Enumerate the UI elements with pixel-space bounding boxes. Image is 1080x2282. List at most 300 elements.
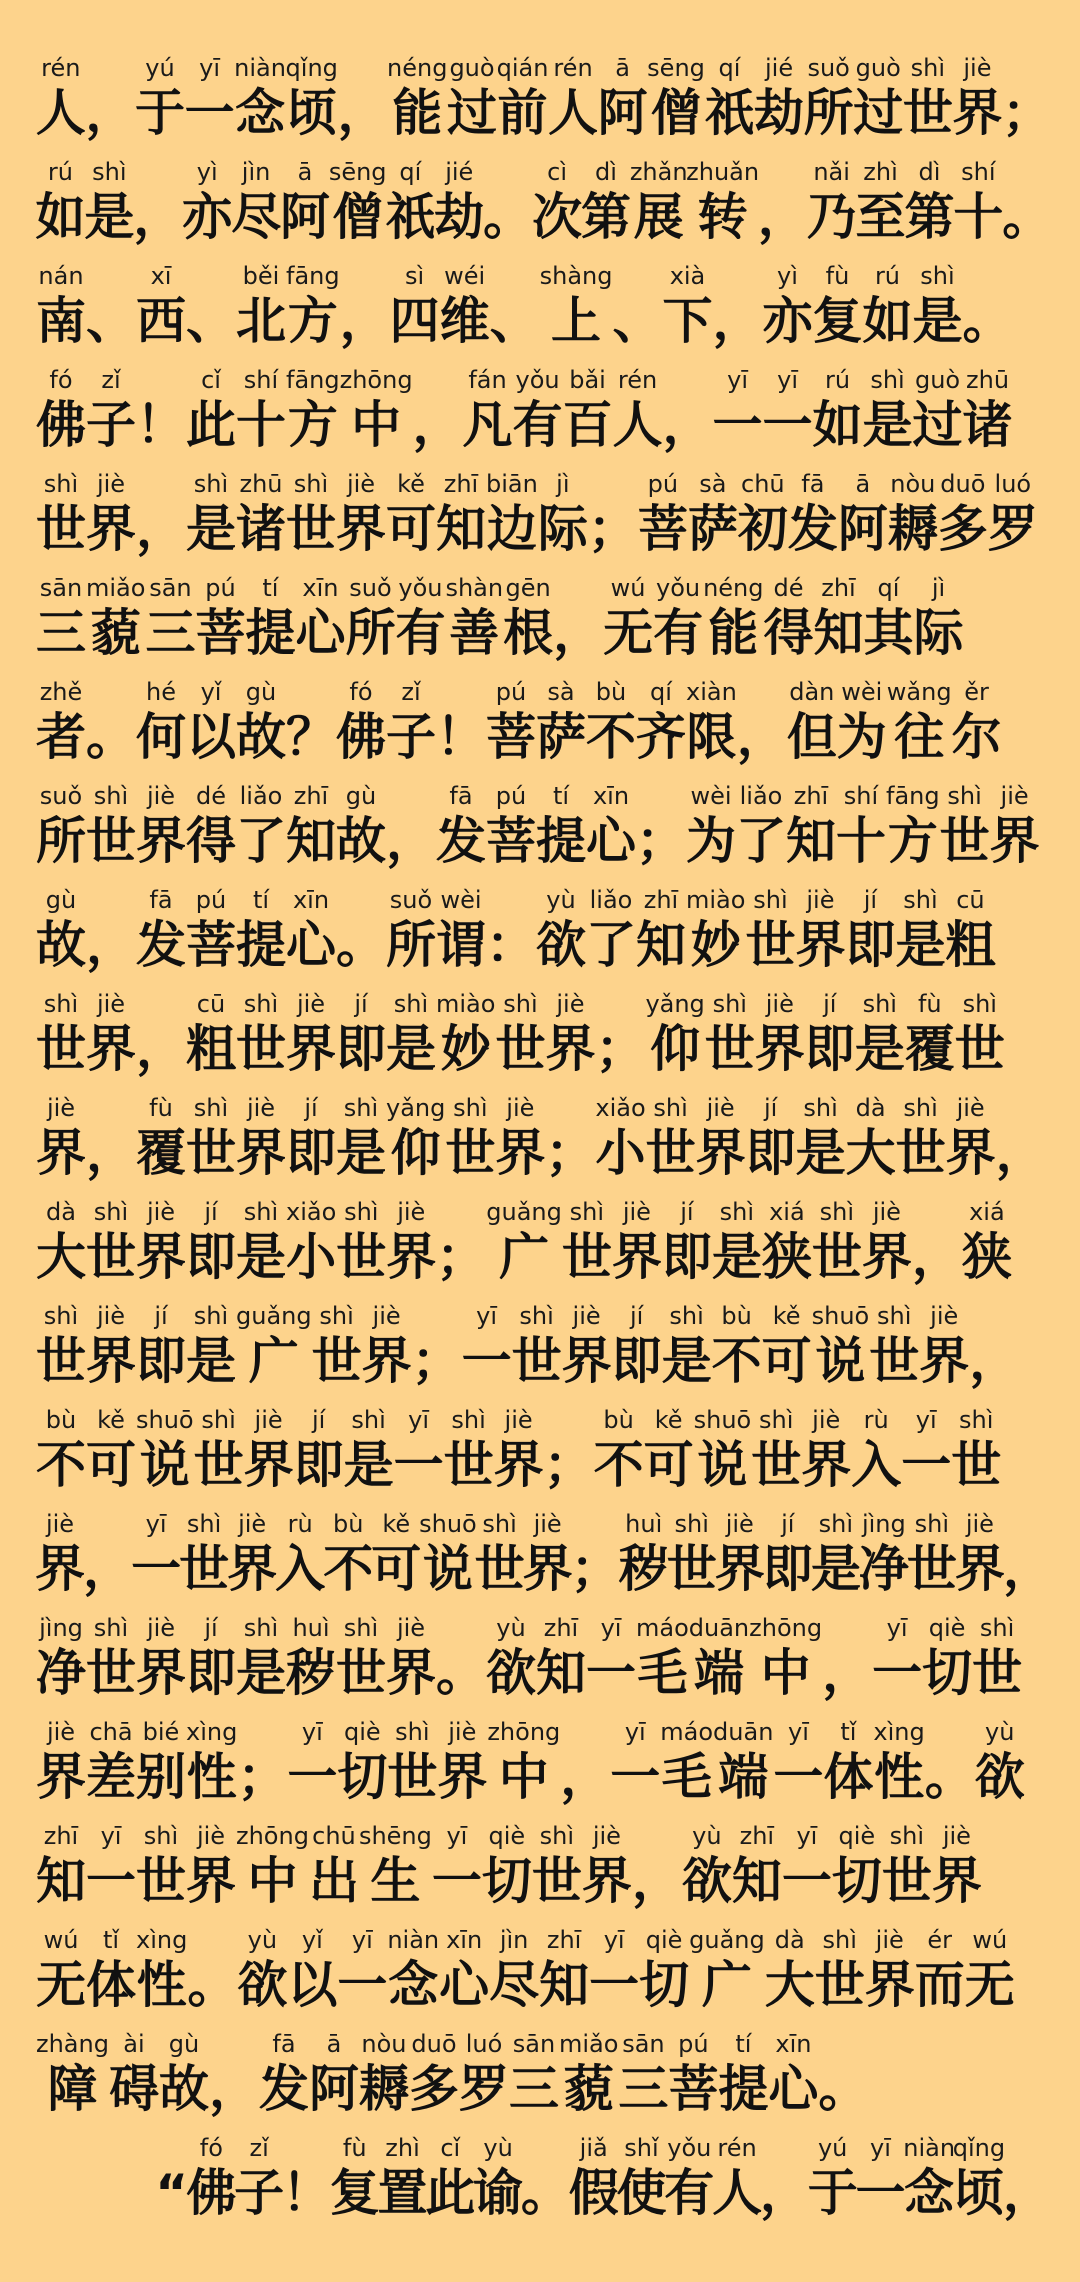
character-with-pinyin bbox=[236, 470, 286, 560]
pinyin-annotation: jiè bbox=[448, 1718, 477, 1746]
chinese-character: 一 bbox=[773, 1748, 824, 1806]
character-with-pinyin bbox=[136, 1926, 187, 2016]
pinyin-annotation: yǐ bbox=[301, 1926, 323, 1954]
chinese-character: 三 bbox=[145, 604, 196, 662]
pinyin-annotation: shí bbox=[843, 782, 879, 810]
chinese-character: 是 bbox=[862, 396, 913, 454]
character-with-pinyin bbox=[589, 1926, 639, 2016]
chinese-character: 世 bbox=[704, 1020, 755, 1078]
pinyin-annotation: jìn bbox=[499, 1926, 529, 1954]
character-with-pinyin bbox=[486, 1614, 536, 1704]
character-with-pinyin bbox=[395, 574, 445, 664]
character-with-pinyin bbox=[286, 782, 336, 872]
chinese-character: 佛 bbox=[186, 2164, 237, 2222]
pinyin-annotation: yī bbox=[624, 1718, 646, 1746]
character-with-pinyin bbox=[536, 782, 586, 872]
chinese-character: 至 bbox=[855, 188, 906, 246]
character-with-pinyin bbox=[379, 2134, 427, 2224]
pinyin-annotation: yǒu bbox=[656, 574, 701, 602]
pinyin-annotation: xiá bbox=[969, 1198, 1005, 1226]
chinese-character: 欲 bbox=[237, 1956, 288, 2014]
pinyin-annotation: jiè bbox=[346, 470, 376, 498]
chinese-character: ， bbox=[995, 1124, 1046, 1182]
character-with-pinyin bbox=[636, 886, 686, 976]
chinese-character: 一 bbox=[431, 1852, 482, 1910]
chinese-character: 、 bbox=[612, 292, 663, 350]
character-with-pinyin bbox=[36, 1406, 86, 1496]
character-with-pinyin bbox=[938, 470, 988, 560]
chinese-character: 世 bbox=[286, 500, 336, 558]
pinyin-annotation: suǒ bbox=[349, 574, 392, 602]
pinyin-annotation: yī bbox=[886, 1614, 908, 1642]
character-with-pinyin bbox=[945, 886, 995, 976]
chinese-character: 世 bbox=[186, 1124, 236, 1182]
chinese-character: 界 bbox=[919, 1332, 970, 1390]
character-with-pinyin bbox=[703, 574, 763, 664]
character-with-pinyin bbox=[536, 1614, 586, 1704]
character-with-pinyin bbox=[236, 782, 286, 872]
character-with-pinyin bbox=[331, 2134, 379, 2224]
chinese-character: 一 bbox=[610, 1748, 661, 1806]
chinese-character: 顷 bbox=[953, 2164, 1004, 2222]
pinyin-annotation: fù bbox=[342, 2134, 367, 2162]
chinese-character: 如 bbox=[862, 292, 913, 350]
chinese-character: 心 bbox=[439, 1956, 490, 2014]
pinyin-annotation: tí bbox=[252, 886, 270, 914]
chinese-character: ； bbox=[411, 1332, 462, 1390]
chinese-character: 阿 bbox=[597, 84, 648, 142]
character-with-pinyin bbox=[954, 158, 1003, 248]
pinyin-annotation: jí bbox=[154, 1302, 168, 1330]
pinyin-annotation: suǒ bbox=[807, 54, 850, 82]
character-with-pinyin bbox=[668, 1510, 716, 1600]
character-with-pinyin bbox=[905, 158, 954, 248]
pinyin-annotation: jiè bbox=[45, 1510, 75, 1538]
character-with-pinyin bbox=[873, 1718, 924, 1808]
chinese-character: 菩 bbox=[486, 812, 536, 870]
pinyin-annotation: liǎo bbox=[239, 782, 283, 810]
character-with-pinyin bbox=[36, 1614, 86, 1704]
chinese-character: 是 bbox=[854, 1020, 905, 1078]
pinyin-annotation: qiè bbox=[645, 1926, 683, 1954]
character-with-pinyin bbox=[186, 262, 236, 352]
pinyin-annotation: shì bbox=[343, 1614, 379, 1642]
pinyin-annotation: zhū bbox=[239, 470, 283, 498]
pinyin-annotation: jí bbox=[304, 1094, 318, 1122]
character-with-pinyin bbox=[234, 54, 285, 144]
character-with-pinyin bbox=[236, 678, 286, 768]
character-with-pinyin bbox=[86, 990, 136, 1080]
character-with-pinyin bbox=[495, 1094, 545, 1184]
character-with-pinyin bbox=[644, 1406, 694, 1496]
chinese-character: 阿 bbox=[837, 500, 888, 558]
character-with-pinyin bbox=[228, 1510, 276, 1600]
character-with-pinyin bbox=[914, 574, 964, 664]
chinese-character: 界 bbox=[801, 1436, 852, 1494]
character-with-pinyin bbox=[86, 678, 136, 768]
chinese-character: 一 bbox=[712, 396, 763, 454]
chinese-character: 界 bbox=[611, 1228, 662, 1286]
character-with-pinyin bbox=[613, 366, 663, 456]
character-with-pinyin bbox=[694, 1406, 752, 1496]
character-with-pinyin bbox=[474, 2134, 522, 2224]
character-with-pinyin bbox=[412, 1302, 462, 1392]
chinese-character: 即 bbox=[336, 1020, 386, 1078]
character-with-pinyin bbox=[244, 1406, 294, 1496]
chinese-character: 中 bbox=[498, 1748, 549, 1806]
chinese-character: 世 bbox=[445, 1124, 496, 1182]
character-with-pinyin bbox=[713, 2134, 761, 2224]
chinese-character: 其 bbox=[863, 604, 914, 662]
chinese-character: 即 bbox=[186, 1228, 236, 1286]
pinyin-annotation: shì bbox=[962, 990, 997, 1018]
pinyin-annotation: shàn bbox=[445, 574, 504, 602]
pinyin-annotation: jiè bbox=[533, 1510, 562, 1538]
character-with-pinyin bbox=[36, 782, 86, 872]
chinese-character: 入 bbox=[851, 1436, 902, 1494]
pinyin-annotation: qiè bbox=[343, 1718, 381, 1746]
character-with-pinyin bbox=[336, 990, 386, 1080]
chinese-character: 西 bbox=[136, 292, 186, 350]
character-with-pinyin bbox=[36, 1926, 86, 2016]
chinese-character: 藐 bbox=[90, 604, 141, 662]
chinese-character: 世 bbox=[86, 1644, 136, 1702]
character-with-pinyin bbox=[688, 470, 738, 560]
character-with-pinyin bbox=[386, 782, 436, 872]
character-with-pinyin bbox=[913, 366, 963, 456]
pinyin-annotation: shì bbox=[870, 366, 905, 394]
character-with-pinyin bbox=[922, 1614, 972, 1704]
pinyin-annotation: duān bbox=[688, 1614, 750, 1642]
chinese-character: 端 bbox=[693, 1644, 744, 1702]
pinyin-annotation: shì bbox=[344, 1198, 379, 1226]
pinyin-annotation: wǎng bbox=[886, 678, 952, 706]
pinyin-annotation: miào bbox=[686, 886, 746, 914]
pinyin-annotation: shì bbox=[653, 1094, 688, 1122]
pinyin-annotation: yù bbox=[985, 1718, 1015, 1746]
character-with-pinyin bbox=[336, 1094, 386, 1184]
pinyin-annotation: chā bbox=[89, 1718, 133, 1746]
character-with-pinyin bbox=[486, 1198, 562, 1288]
character-with-pinyin bbox=[856, 158, 905, 248]
character-with-pinyin bbox=[804, 54, 854, 144]
chinese-character: 世 bbox=[387, 1748, 438, 1806]
chinese-character: 、 bbox=[186, 292, 236, 350]
character-with-pinyin bbox=[912, 1198, 962, 1288]
character-with-pinyin bbox=[482, 1822, 532, 1912]
chinese-character: 前 bbox=[497, 84, 548, 142]
chinese-character: 多 bbox=[937, 500, 988, 558]
chinese-character: 心 bbox=[768, 2060, 819, 2118]
chinese-character: 藐 bbox=[563, 2060, 614, 2118]
chinese-character: 净 bbox=[858, 1540, 909, 1598]
pinyin-annotation: yù bbox=[546, 886, 576, 914]
pinyin-annotation: gēn bbox=[505, 574, 551, 602]
character-with-pinyin bbox=[136, 1198, 186, 1288]
character-with-pinyin bbox=[386, 158, 435, 248]
pinyin-annotation: huì bbox=[292, 1614, 330, 1642]
character-with-pinyin bbox=[965, 1926, 1015, 2016]
character-with-pinyin bbox=[36, 678, 86, 768]
character-with-pinyin bbox=[136, 1822, 186, 1912]
pinyin-annotation: dà bbox=[46, 1198, 76, 1226]
pinyin-annotation: zhī bbox=[43, 1822, 79, 1850]
pinyin-annotation: bù bbox=[721, 1302, 752, 1330]
chinese-character: ， bbox=[136, 500, 186, 558]
chinese-character: 过 bbox=[853, 84, 904, 142]
character-with-pinyin bbox=[136, 886, 186, 976]
pinyin-annotation: shì bbox=[877, 1302, 912, 1330]
pinyin-annotation: jiè bbox=[504, 1406, 533, 1434]
chinese-character: 心 bbox=[295, 604, 346, 662]
chinese-character: 十 bbox=[836, 812, 886, 870]
character-with-pinyin bbox=[603, 574, 653, 664]
pinyin-annotation: fā bbox=[801, 470, 825, 498]
character-with-pinyin bbox=[447, 54, 497, 144]
pinyin-annotation: shì bbox=[503, 990, 538, 1018]
pinyin-annotation: jí bbox=[204, 1614, 218, 1642]
chinese-character: 是 bbox=[236, 1644, 286, 1702]
pinyin-annotation: bié bbox=[142, 1718, 180, 1746]
character-with-pinyin bbox=[562, 1302, 612, 1392]
pinyin-annotation: dà bbox=[855, 1094, 886, 1122]
pinyin-annotation: bù bbox=[332, 1510, 364, 1538]
chinese-character: 性 bbox=[186, 1748, 237, 1806]
pinyin-annotation: pú bbox=[195, 886, 227, 914]
character-with-pinyin bbox=[286, 886, 336, 976]
character-with-pinyin bbox=[236, 262, 286, 352]
pinyin-annotation: miǎo bbox=[558, 2030, 619, 2058]
chinese-character: 故 bbox=[336, 812, 386, 870]
pinyin-annotation: jiè bbox=[765, 990, 794, 1018]
character-with-pinyin bbox=[647, 54, 704, 144]
character-with-pinyin bbox=[362, 1302, 412, 1392]
character-with-pinyin bbox=[905, 990, 955, 1080]
pinyin-annotation: jiè bbox=[806, 886, 835, 914]
chinese-character: 为 bbox=[686, 812, 736, 870]
pinyin-annotation: zhě bbox=[39, 678, 83, 706]
character-with-pinyin bbox=[86, 1302, 136, 1392]
character-with-pinyin bbox=[538, 470, 588, 560]
chinese-character: ， bbox=[662, 396, 713, 454]
pinyin-annotation: shì bbox=[959, 1406, 994, 1434]
pinyin-annotation: ā bbox=[326, 2030, 342, 2058]
chinese-character: 世 bbox=[895, 1124, 946, 1182]
chinese-character: 世 bbox=[36, 1332, 86, 1390]
character-with-pinyin bbox=[185, 54, 235, 144]
chinese-character: 即 bbox=[286, 1124, 336, 1182]
chinese-character: 。 bbox=[818, 2060, 869, 2118]
pinyin-annotation: liǎo bbox=[739, 782, 783, 810]
pinyin-annotation: jié bbox=[445, 158, 474, 186]
pinyin-annotation: miǎo bbox=[86, 574, 146, 602]
chinese-character: 说 bbox=[697, 1436, 748, 1494]
pinyin-annotation: zhī bbox=[443, 470, 479, 498]
character-with-pinyin bbox=[713, 366, 763, 456]
chinese-character: 无 bbox=[36, 1956, 86, 2014]
chinese-character: 发 bbox=[436, 812, 486, 870]
chinese-character: 齐 bbox=[636, 708, 686, 766]
chinese-character: 粗 bbox=[186, 1020, 236, 1078]
chinese-character: 切 bbox=[922, 1644, 973, 1702]
character-with-pinyin bbox=[560, 1718, 610, 1808]
chinese-character: 世 bbox=[311, 1332, 362, 1390]
pinyin-annotation: jiè bbox=[956, 1094, 985, 1122]
character-with-pinyin bbox=[86, 1614, 136, 1704]
pinyin-annotation: jiè bbox=[725, 1510, 754, 1538]
chinese-character: 中 bbox=[351, 396, 402, 454]
chinese-character: 界 bbox=[754, 1020, 805, 1078]
character-with-pinyin bbox=[586, 1614, 636, 1704]
character-with-pinyin bbox=[186, 1094, 236, 1184]
character-with-pinyin bbox=[738, 470, 788, 560]
chinese-character: 三 bbox=[618, 2060, 669, 2118]
chinese-character: 世 bbox=[939, 812, 990, 870]
pinyin-annotation: pú bbox=[678, 2030, 709, 2058]
character-with-pinyin bbox=[845, 886, 895, 976]
chinese-character: 罗 bbox=[987, 500, 1038, 558]
pinyin-annotation: shì bbox=[393, 990, 429, 1018]
character-with-pinyin bbox=[818, 2030, 868, 2120]
character-with-pinyin bbox=[237, 1926, 287, 2016]
pinyin-annotation: bǎi bbox=[569, 366, 606, 394]
chinese-character: 界 bbox=[945, 1124, 996, 1182]
character-with-pinyin bbox=[336, 678, 386, 768]
character-with-pinyin bbox=[209, 2030, 259, 2120]
character-with-pinyin bbox=[764, 574, 814, 664]
pinyin-annotation: shì bbox=[93, 782, 129, 810]
character-with-pinyin bbox=[36, 54, 86, 144]
character-with-pinyin bbox=[896, 1094, 946, 1184]
chinese-character: 菩 bbox=[668, 2060, 719, 2118]
character-with-pinyin bbox=[570, 2134, 618, 2224]
character-with-pinyin bbox=[513, 366, 563, 456]
character-with-pinyin bbox=[86, 1822, 136, 1912]
character-with-pinyin bbox=[782, 1822, 832, 1912]
pinyin-annotation: qí bbox=[718, 54, 741, 82]
chinese-character: 谓 bbox=[436, 916, 486, 974]
pinyin-annotation: jí bbox=[311, 1406, 326, 1434]
pinyin-annotation: cǐ bbox=[440, 2134, 461, 2162]
text-line bbox=[36, 1392, 1052, 1496]
pinyin-annotation: jiè bbox=[296, 990, 326, 1018]
character-with-pinyin bbox=[86, 886, 136, 976]
pinyin-annotation: nán bbox=[38, 262, 84, 290]
chinese-character: 世 bbox=[751, 1436, 802, 1494]
pinyin-annotation: jiè bbox=[572, 1302, 601, 1330]
pinyin-annotation: yī bbox=[100, 1822, 122, 1850]
chinese-character: 。 bbox=[187, 1956, 238, 2014]
chinese-character: 一 bbox=[781, 1852, 832, 1910]
pinyin-annotation: niàn bbox=[234, 54, 286, 82]
character-with-pinyin bbox=[975, 1718, 1025, 1808]
chinese-character: 际 bbox=[537, 500, 588, 558]
character-with-pinyin bbox=[636, 782, 686, 872]
pinyin-annotation: jí bbox=[863, 886, 878, 914]
chinese-character: 祇 bbox=[385, 188, 436, 246]
character-with-pinyin bbox=[705, 54, 755, 144]
pinyin-annotation: jiè bbox=[397, 1198, 426, 1226]
chinese-character: 即 bbox=[745, 1124, 796, 1182]
character-with-pinyin bbox=[340, 262, 390, 352]
chinese-character: 体 bbox=[86, 1956, 136, 2014]
chinese-character: 毛 bbox=[661, 1748, 712, 1806]
chinese-character: 界 bbox=[286, 1020, 336, 1078]
chinese-character: 世 bbox=[511, 1332, 562, 1390]
text-line bbox=[36, 560, 1052, 664]
chinese-character: 界 bbox=[861, 1228, 912, 1286]
character-with-pinyin bbox=[668, 2030, 718, 2120]
chinese-character: 此 bbox=[425, 2164, 476, 2222]
pinyin-annotation: rén bbox=[553, 54, 593, 82]
character-with-pinyin bbox=[809, 2134, 857, 2224]
chinese-character: 第 bbox=[904, 188, 955, 246]
chinese-character: ， bbox=[759, 2164, 810, 2222]
character-with-pinyin bbox=[359, 2030, 409, 2120]
character-with-pinyin bbox=[386, 886, 436, 976]
character-with-pinyin bbox=[489, 1926, 539, 2016]
pinyin-annotation: shì bbox=[674, 1510, 709, 1538]
chinese-character: 界 bbox=[36, 1748, 86, 1806]
pinyin-annotation: gù bbox=[345, 782, 377, 810]
character-with-pinyin bbox=[426, 2134, 474, 2224]
character-with-pinyin bbox=[812, 262, 862, 352]
chinese-character: 端 bbox=[718, 1748, 769, 1806]
chinese-character: ， bbox=[822, 1644, 873, 1702]
chinese-character: 。 bbox=[86, 708, 136, 766]
chinese-character: 三 bbox=[36, 604, 86, 662]
character-with-pinyin bbox=[553, 574, 603, 664]
chinese-character: 说 bbox=[139, 1436, 190, 1494]
chinese-character: 于 bbox=[807, 2164, 858, 2222]
character-with-pinyin bbox=[309, 2030, 359, 2120]
pinyin-annotation: shì bbox=[519, 1302, 554, 1330]
pinyin-annotation: shì bbox=[193, 1302, 229, 1330]
character-with-pinyin bbox=[286, 262, 340, 352]
pinyin-annotation: shì bbox=[43, 1302, 79, 1330]
character-with-pinyin bbox=[904, 2134, 954, 2224]
pinyin-annotation: bù bbox=[603, 1406, 634, 1434]
chinese-character: 北 bbox=[236, 292, 286, 350]
pinyin-annotation: shì bbox=[753, 886, 788, 914]
character-with-pinyin bbox=[156, 2134, 187, 2224]
chinese-character: 下 bbox=[662, 292, 713, 350]
chinese-character: 世 bbox=[36, 500, 86, 558]
character-with-pinyin bbox=[286, 1198, 336, 1288]
character-with-pinyin bbox=[855, 990, 905, 1080]
pinyin-annotation: qí bbox=[650, 678, 672, 706]
pinyin-annotation: shì bbox=[569, 1198, 605, 1226]
character-with-pinyin bbox=[536, 678, 586, 768]
character-with-pinyin bbox=[437, 1718, 487, 1808]
chinese-character: 了 bbox=[236, 812, 286, 870]
pinyin-annotation: zhū bbox=[966, 366, 1010, 394]
pinyin-annotation: fán bbox=[468, 366, 507, 394]
chinese-character: 过 bbox=[912, 396, 963, 454]
chinese-character: 一 bbox=[589, 1956, 640, 2014]
character-with-pinyin bbox=[872, 1614, 922, 1704]
pinyin-annotation: zhōng bbox=[236, 1822, 309, 1850]
chinese-character: 罗 bbox=[458, 2060, 509, 2118]
character-with-pinyin bbox=[812, 1198, 862, 1288]
character-with-pinyin bbox=[662, 1198, 712, 1288]
chinese-character: 。 bbox=[962, 292, 1013, 350]
character-with-pinyin bbox=[236, 1822, 309, 1912]
chinese-character: 一 bbox=[872, 1644, 923, 1702]
character-with-pinyin bbox=[712, 1198, 762, 1288]
character-with-pinyin bbox=[586, 886, 636, 976]
chinese-character: 此 bbox=[186, 396, 236, 454]
